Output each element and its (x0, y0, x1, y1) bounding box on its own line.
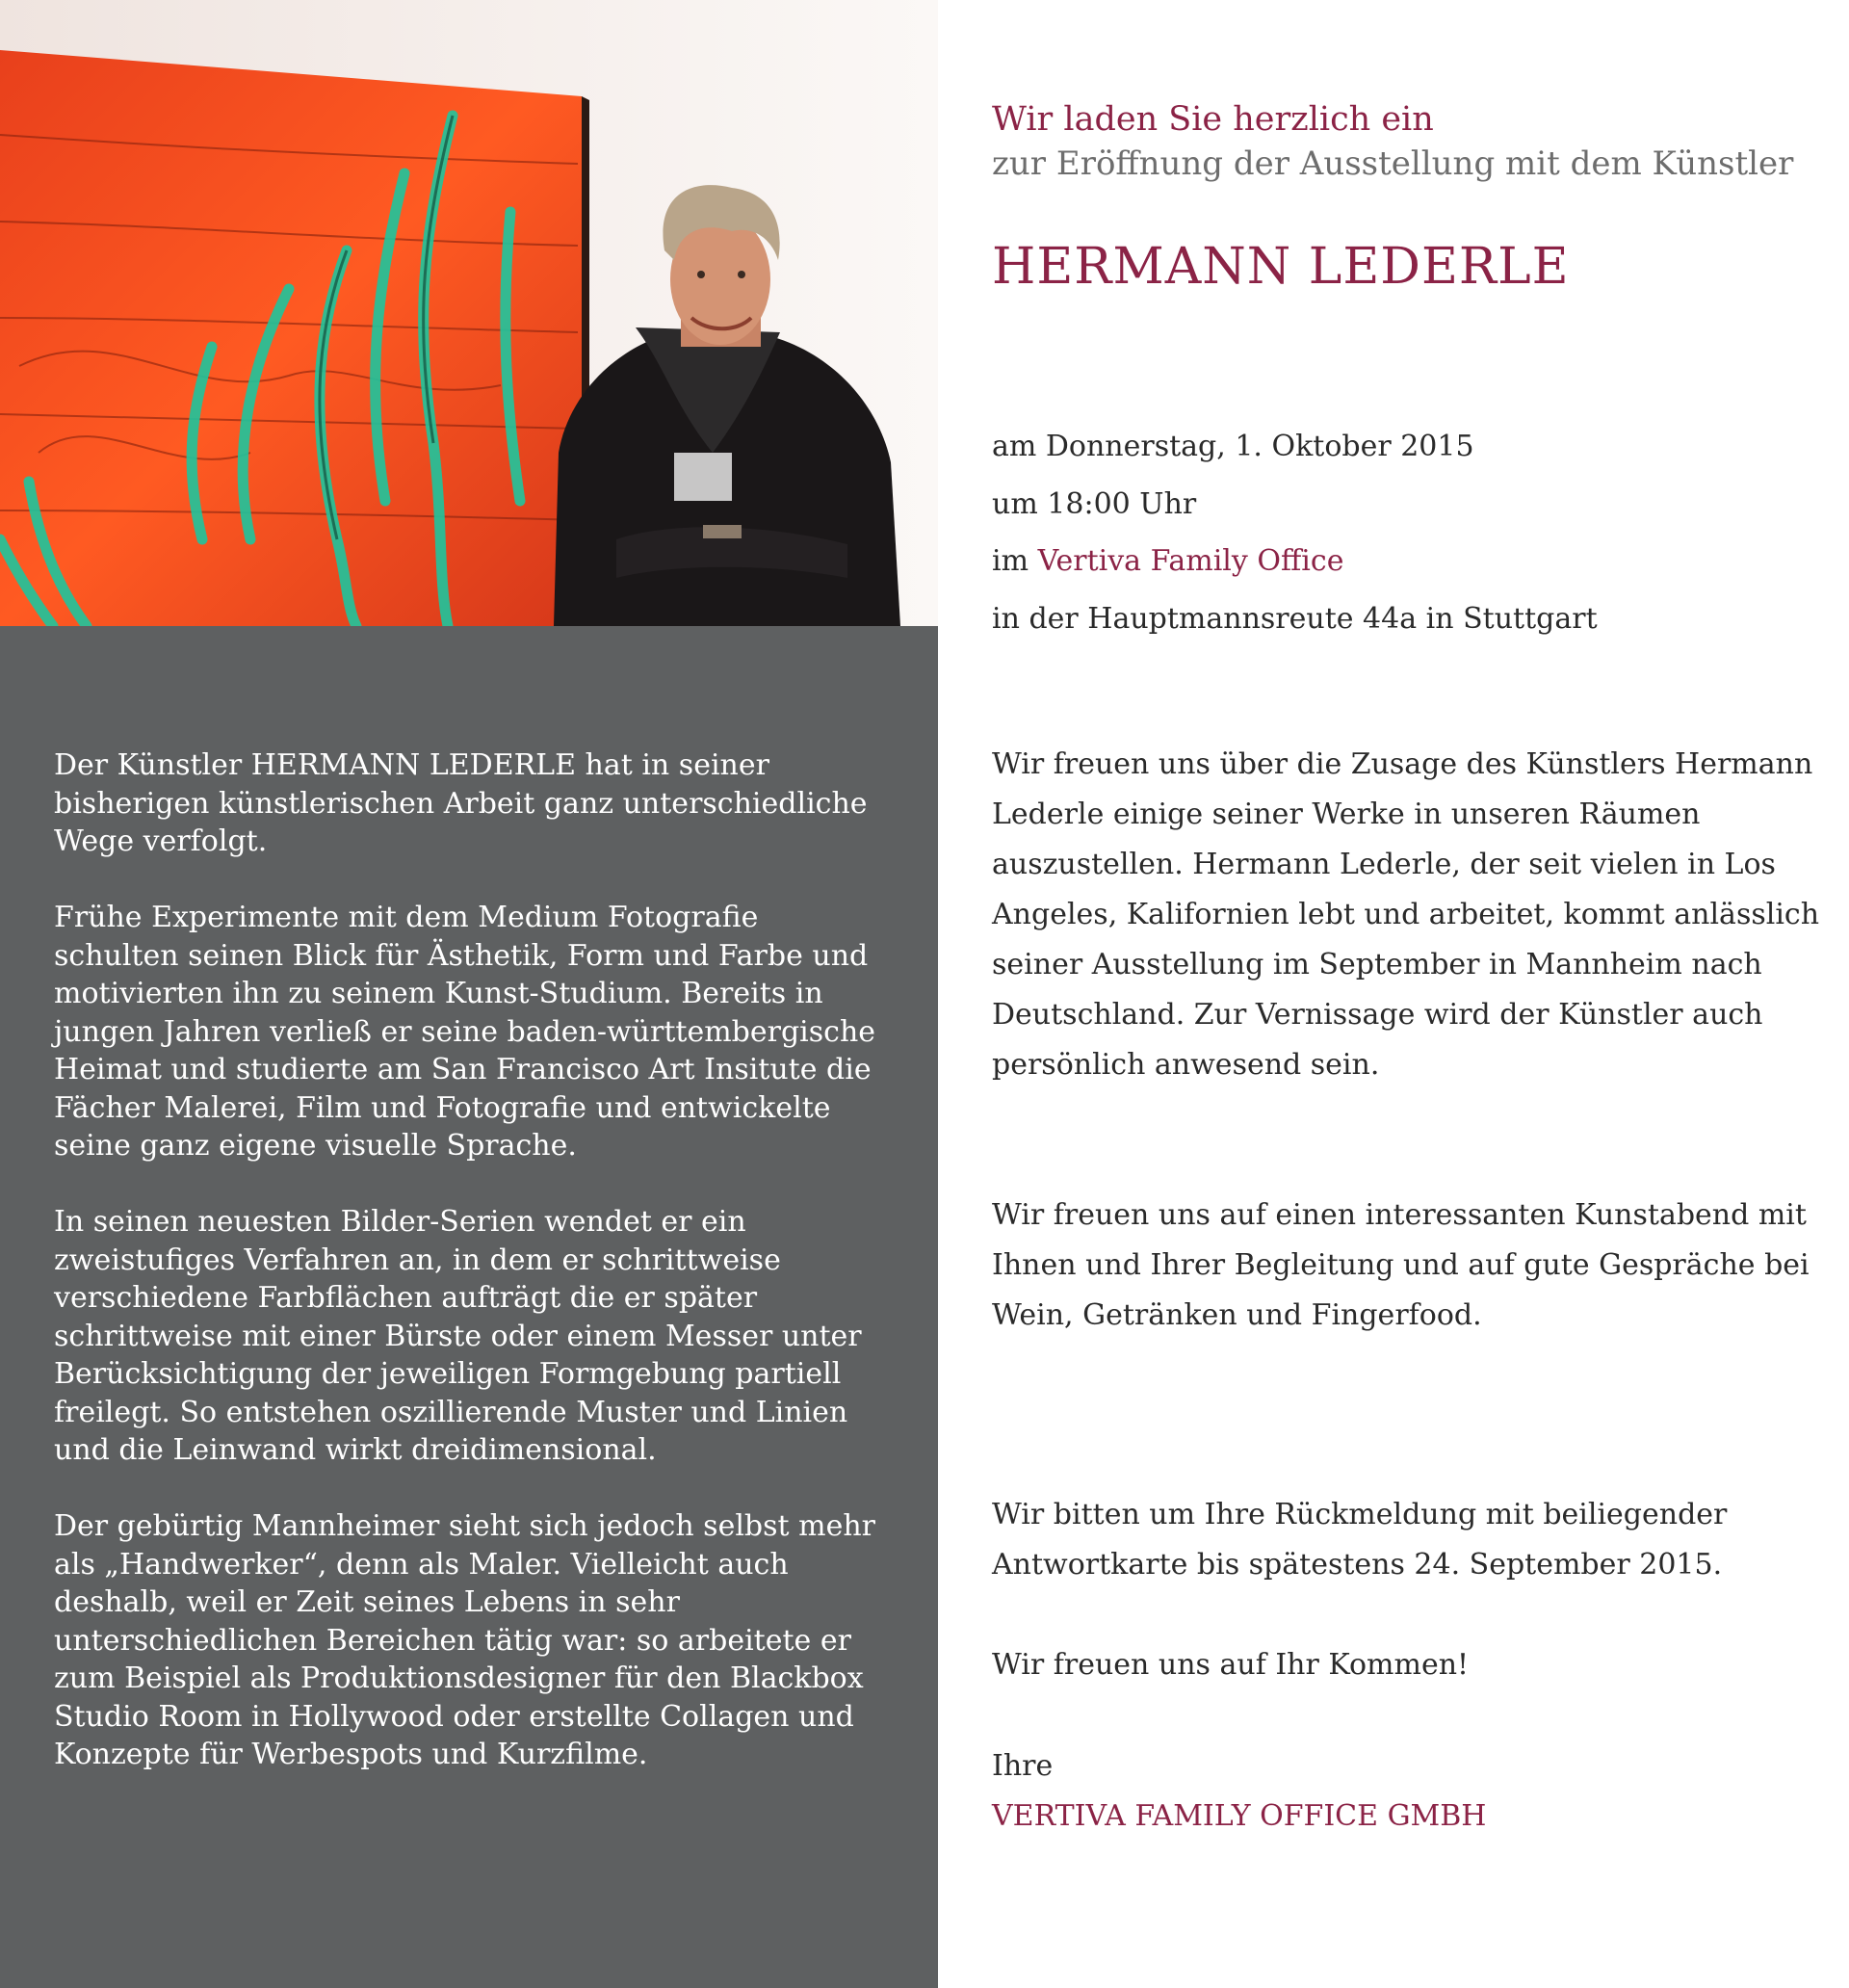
bio-paragraph: Der gebürtig Mannheimer sieht sich jedoch selbst mehr als „Handwerker“, denn als Maler. Vielleicht auch deshalb, weil er Zeit seines Lebens in sehr unterschiedlichen Bereichen tätig war: so arbeitete er zum Beispiel als Produktionsdesigner für den Blackbox Studio Room in Hollywood oder erstellte Collagen und Konzepte für Werbespots und Kurzfilme. (54, 1509, 875, 1771)
bio-paragraph: In seinen neuesten Bilder-Serien wendet er ein zweistufiges Verfahren an, in dem er schrittweise verschiedene Farbflächen aufträgt die er später schrittweise mit einer Bürste oder einem Messer unter Berücksichtigung der jeweiligen Formgebung partiell freilegt. So entstehen oszillierende Muster und Linien und die Leinwand wirkt dreidimensional. (54, 1205, 862, 1467)
company-name: VERTIVA FAMILY OFFICE GMBH (992, 1799, 1487, 1833)
venue-prefix: im (992, 544, 1038, 578)
artist-portrait-icon (0, 0, 938, 626)
event-address: in der Hauptmannsreute 44a in Stuttgart (992, 601, 1598, 636)
rsvp-request: Wir bitten um Ihre Rückmeldung mit beiliegender Antwortkarte bis spätestens 24. September 2015. (992, 1498, 1728, 1582)
bio-paragraph: Der Künstler HERMANN LEDERLE hat in seiner bisherigen künstlerischen Arbeit ganz unterschiedliche Wege verfolgt. (54, 748, 868, 858)
welcome-line: Wir freuen uns auf Ihr Kommen! (992, 1648, 1470, 1682)
invitation-heading: Wir laden Sie herzlich ein (992, 100, 1434, 139)
venue-name: Vertiva Family Office (1037, 544, 1344, 578)
event-time: um 18:00 Uhr (992, 486, 1197, 521)
artist-photo (0, 0, 938, 626)
event-details (992, 418, 1598, 647)
invitation-paragraph-1: Wir freuen uns über die Zusage des Künstlers Hermann Lederle einige seiner Werke in unseren Räumen auszustellen. Hermann Lederle, der seit vielen in Los Angeles, Kalifornien lebt und arbeitet, kommt anlässlich seiner Ausstellung im September in Mannheim nach Deutschland. Zur Vernissage wird der Künstler auch persönlich anwesend sein. (992, 747, 1820, 1082)
bio-paragraph: Frühe Experimente mit dem Medium Fotografie schulten seinen Blick für Ästhetik, Form und Farbe und motivierten ihn zu seinem Kunst-Studium. Bereits in jungen Jahren verließ er seine baden-württembergische Heimat und studierte am San Francisco Art Insitute die Fächer Malerei, Film und Fotografie und entwickelte seine ganz eigene visuelle Sprache. (54, 901, 876, 1163)
event-date: am Donnerstag, 1. Oktober 2015 (992, 430, 1474, 463)
event-venue (992, 533, 1598, 590)
invitation-subheading: zur Eröffnung der Ausstellung mit dem Künstler (992, 144, 1794, 183)
closing-word: Ihre (992, 1749, 1054, 1783)
signature-block (992, 1741, 1486, 1842)
artist-biography (54, 746, 882, 1812)
invitation-paragraph-2: Wir freuen uns auf einen interessanten Kunstabend mit Ihnen und Ihrer Begleitung und auf gute Gespräche bei Wein, Getränken und Fingerfood. (992, 1198, 1810, 1332)
artist-name: HERMANN LEDERLE (992, 238, 1570, 296)
